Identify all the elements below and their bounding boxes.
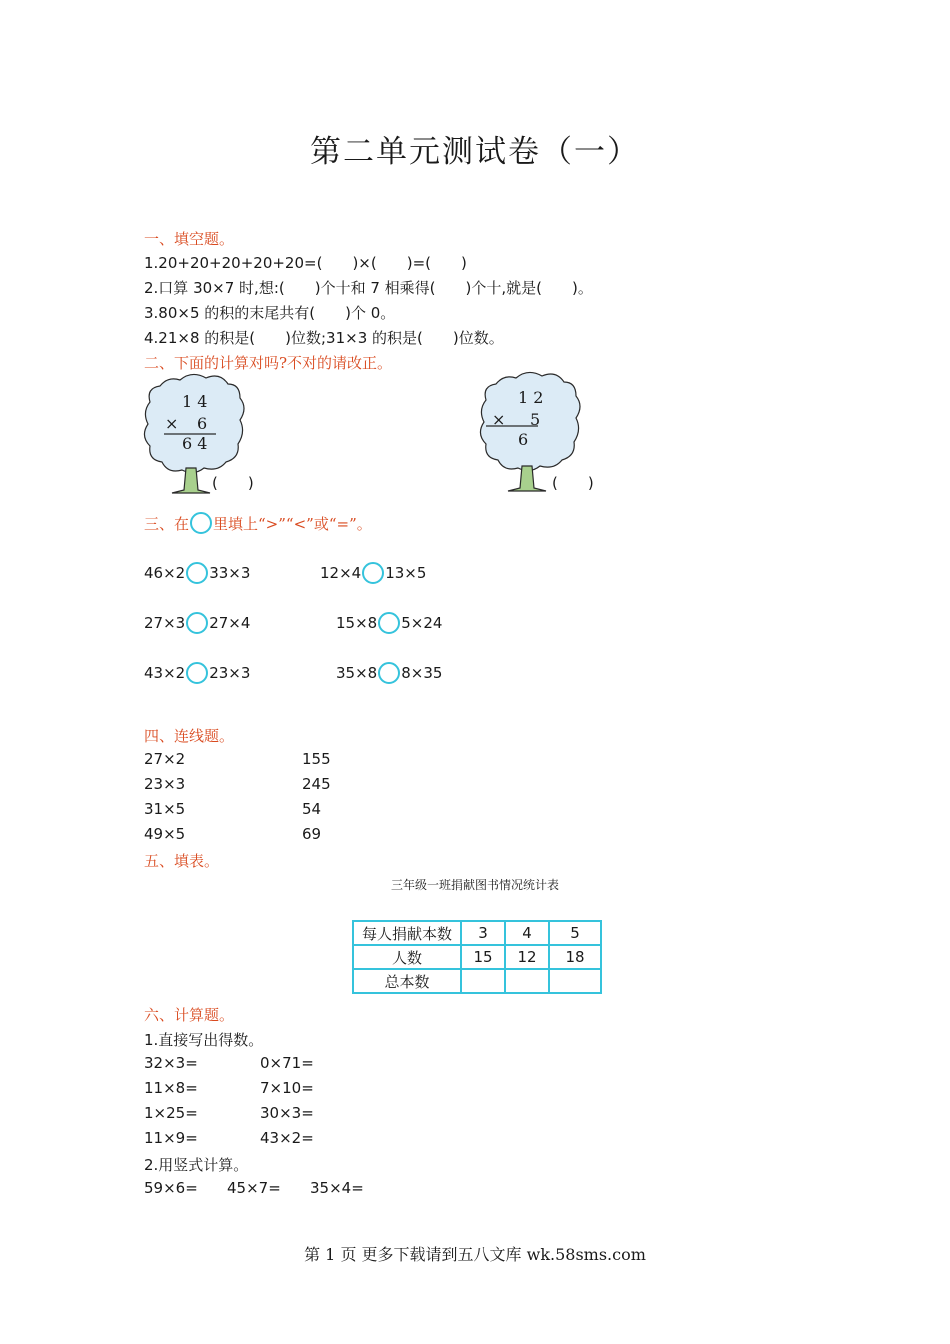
circle-icon (190, 512, 212, 534)
compare-circle[interactable] (186, 612, 208, 634)
compare-circle[interactable] (186, 562, 208, 584)
table-cell: 18 (549, 945, 601, 969)
section-3-heading-a: 三、在 (144, 514, 190, 533)
table-cell: 每人捐献本数 (353, 921, 461, 945)
compare-left: 15×8 (336, 614, 378, 632)
compare-item (144, 562, 250, 584)
compare-item (320, 562, 426, 584)
section-1-heading: 一、填空题。 (144, 230, 235, 248)
vertical-item: 35×4= (310, 1179, 364, 1197)
table-cell: 12 (505, 945, 549, 969)
match-right-item[interactable]: 245 (302, 775, 331, 793)
question-1-1: 1.20+20+20+20+20=( )×( )=( ) (144, 254, 467, 272)
stats-table (352, 920, 602, 994)
table-caption: 三年级一班捐献图书情况统计表 (390, 878, 559, 892)
compare-item (336, 662, 442, 684)
subsection-direct: 1.直接写出得数。 (144, 1031, 264, 1049)
compare-right: 13×5 (385, 564, 427, 582)
answer-cell[interactable] (549, 969, 601, 993)
compare-right: 5×24 (401, 614, 443, 632)
match-right-item[interactable]: 54 (302, 800, 322, 818)
compare-item (336, 612, 442, 634)
match-left-item[interactable]: 23×3 (144, 775, 186, 793)
compare-left: 12×4 (320, 564, 362, 582)
compare-right: 33×3 (209, 564, 251, 582)
compare-right: 8×35 (401, 664, 443, 682)
section-5-heading: 五、填表。 (144, 852, 220, 870)
direct-item: 7×10= (260, 1079, 314, 1097)
subsection-vertical: 2.用竖式计算。 (144, 1156, 249, 1174)
tree-1 (140, 372, 280, 498)
compare-left: 43×2 (144, 664, 186, 682)
tree-1-mul: 6 (197, 414, 208, 433)
vertical-item: 45×7= (227, 1179, 281, 1197)
direct-item: 11×9= (144, 1129, 198, 1147)
section-2-heading: 二、下面的计算对吗?不对的请改正。 (144, 354, 393, 372)
compare-left: 27×3 (144, 614, 186, 632)
answer-cell[interactable] (461, 969, 505, 993)
compare-item (144, 662, 250, 684)
answer-cell[interactable] (505, 969, 549, 993)
question-1-3: 3.80×5 的积的末尾共有( )个 0。 (144, 304, 396, 322)
direct-item: 30×3= (260, 1104, 314, 1122)
section-4-heading: 四、连线题。 (144, 727, 235, 745)
compare-left: 46×2 (144, 564, 186, 582)
tree-1-result: 6 4 (182, 434, 208, 453)
match-right-item[interactable]: 69 (302, 825, 322, 843)
direct-item: 43×2= (260, 1129, 314, 1147)
table-cell: 人数 (353, 945, 461, 969)
table-row (353, 969, 601, 993)
section-3-heading-b: 里填上“>”“<”或“=”。 (213, 514, 372, 533)
table-cell: 5 (549, 921, 601, 945)
compare-circle[interactable] (378, 662, 400, 684)
page-footer: 第 1 页 更多下载请到五八文库 wk.58sms.com (304, 1245, 646, 1264)
match-right-item[interactable]: 155 (302, 750, 331, 768)
table-row (353, 921, 601, 945)
question-1-4: 4.21×8 的积是( )位数;31×3 的积是( )位数。 (144, 329, 504, 347)
tree-1-answer-paren: ( ) (212, 474, 254, 492)
tree-2-top: 1 2 (518, 388, 544, 407)
compare-circle[interactable] (186, 662, 208, 684)
compare-circle[interactable] (378, 612, 400, 634)
tree-2 (476, 370, 616, 496)
table-row (353, 945, 601, 969)
question-1-2: 2.口算 30×7 时,想:( )个十和 7 相乘得( )个十,就是( )。 (144, 279, 593, 297)
direct-item: 11×8= (144, 1079, 198, 1097)
direct-item: 1×25= (144, 1104, 198, 1122)
compare-right: 23×3 (209, 664, 251, 682)
table-cell: 4 (505, 921, 549, 945)
match-left-item[interactable]: 49×5 (144, 825, 186, 843)
table-cell: 15 (461, 945, 505, 969)
tree-2-op: × (492, 410, 506, 429)
compare-right: 27×4 (209, 614, 251, 632)
compare-item (144, 612, 250, 634)
table-cell: 总本数 (353, 969, 461, 993)
table-cell: 3 (461, 921, 505, 945)
section-3-heading (144, 512, 372, 534)
tree-2-answer-paren: ( ) (552, 474, 594, 492)
page-title: 第二单元测试卷（一） (310, 134, 640, 170)
tree-1-op: × (165, 414, 179, 433)
direct-item: 32×3= (144, 1054, 198, 1072)
compare-circle[interactable] (362, 562, 384, 584)
match-left-item[interactable]: 27×2 (144, 750, 186, 768)
tree-2-mul: 5 (530, 410, 541, 429)
compare-left: 35×8 (336, 664, 378, 682)
match-left-item[interactable]: 31×5 (144, 800, 186, 818)
vertical-item: 59×6= (144, 1179, 198, 1197)
tree-2-result: 6 (518, 430, 529, 449)
section-6-heading: 六、计算题。 (144, 1006, 235, 1024)
direct-item: 0×71= (260, 1054, 314, 1072)
tree-1-top: 1 4 (182, 392, 208, 411)
